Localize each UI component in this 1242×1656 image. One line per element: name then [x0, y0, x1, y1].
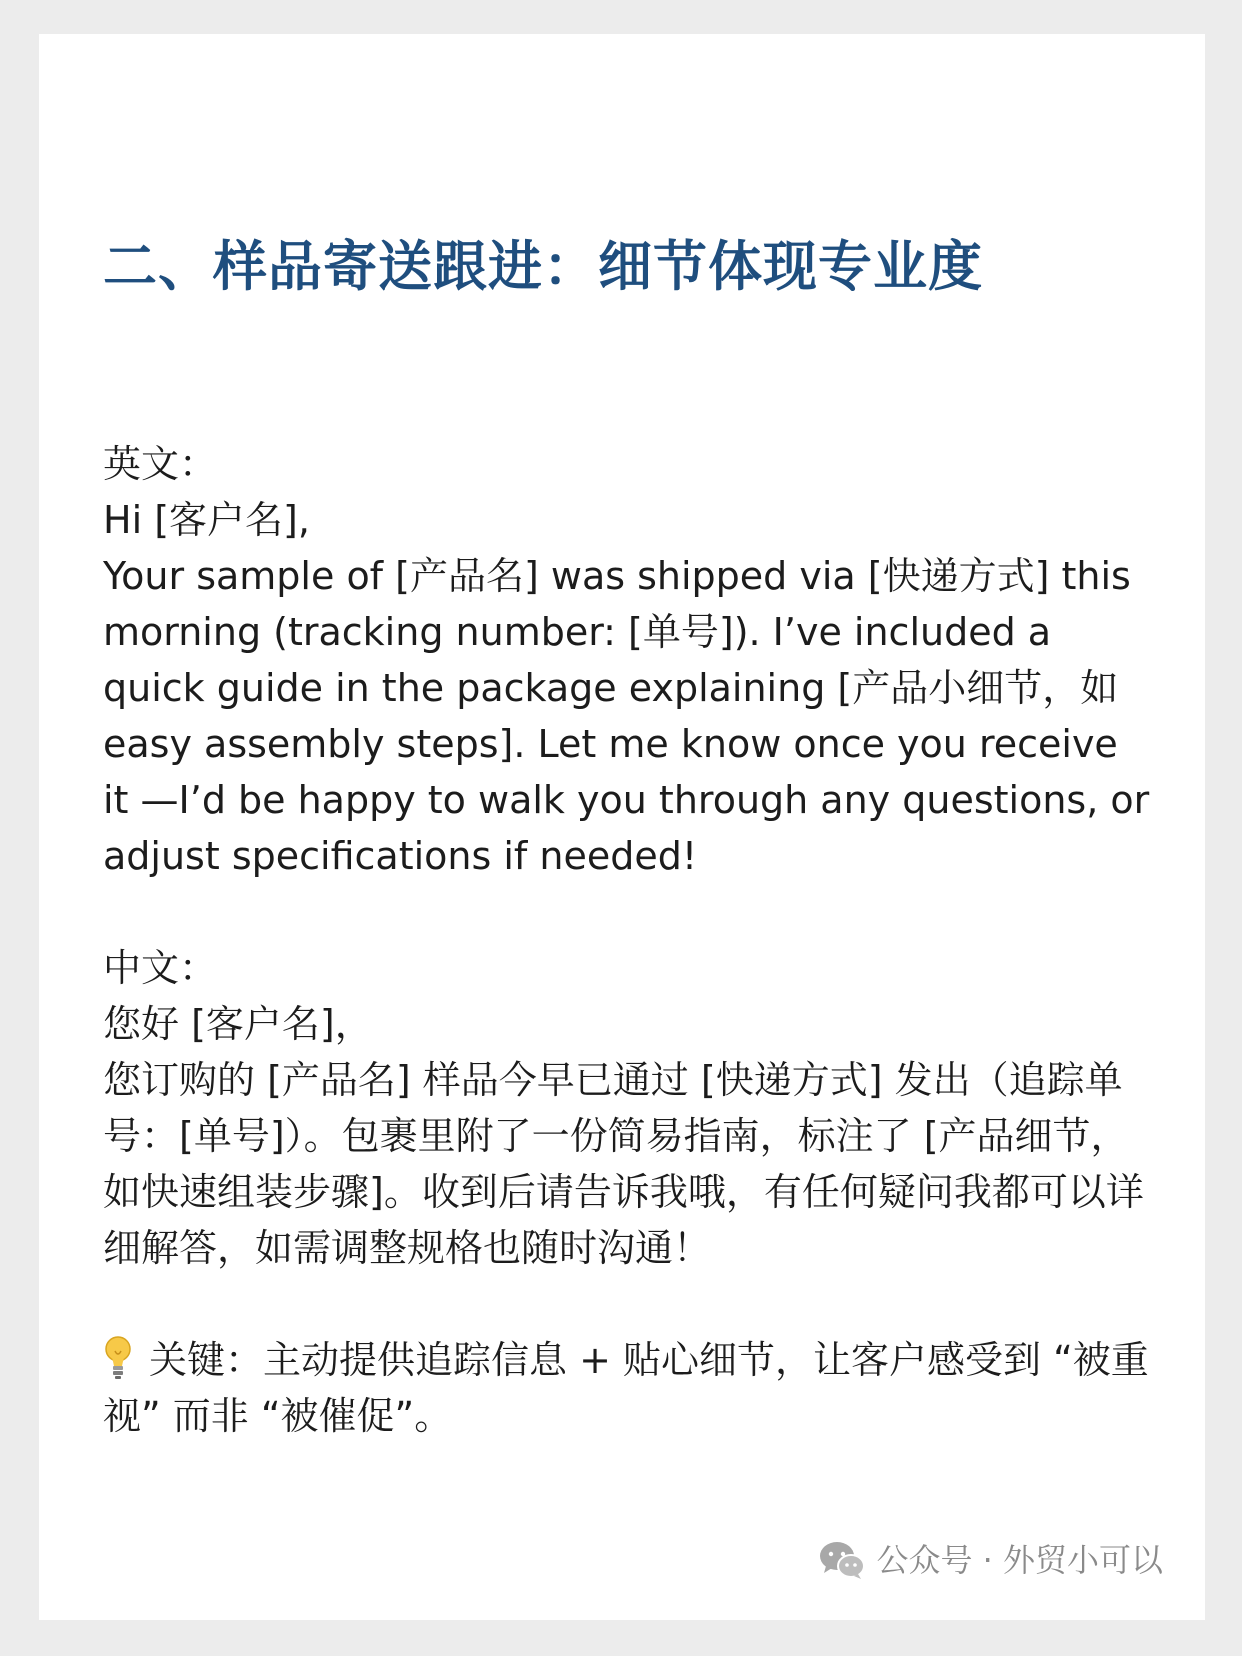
wechat-icon: [818, 1540, 866, 1580]
key-tip: [103, 1332, 1153, 1444]
english-label: 英文：: [103, 442, 218, 486]
lightbulb-icon: [103, 1335, 133, 1381]
chinese-label: 中文：: [103, 946, 218, 990]
watermark-text: 公众号 · 外贸小可以: [876, 1541, 1163, 1579]
english-body: Your sample of [产品名] was shipped via [快递方式] this morning (tracking number: [单号]). I’ve included a quick guide in the package explaining [产品小细节，如 easy assembly steps]. Let me know once you receive it —I’d be happy to walk you through any questions, or adjust specifications if needed!: [103, 554, 1150, 878]
page-title: 二、样品寄送跟进：细节体现专业度: [103, 235, 983, 298]
key-tip-text: 关键：主动提供追踪信息 + 贴心细节，让客户感受到 “被重视” 而非 “被催促”。: [103, 1338, 1149, 1438]
content-card: [39, 34, 1205, 1620]
chinese-section: [103, 940, 1153, 1276]
chinese-body: 您订购的 [产品名] 样品今早已通过 [快递方式] 发出（追踪单号：[单号]）。包裹里附了一份简易指南，标注了 [产品细节，如快速组装步骤]。收到后请告诉我哦，有任何疑问我都可以详细解答，如需调整规格也随时沟通！: [103, 1058, 1144, 1270]
english-greeting: Hi [客户名],: [103, 498, 310, 542]
watermark: [818, 1540, 1163, 1580]
chinese-greeting: 您好 [客户名]，: [103, 1002, 373, 1046]
english-section: [103, 436, 1153, 884]
